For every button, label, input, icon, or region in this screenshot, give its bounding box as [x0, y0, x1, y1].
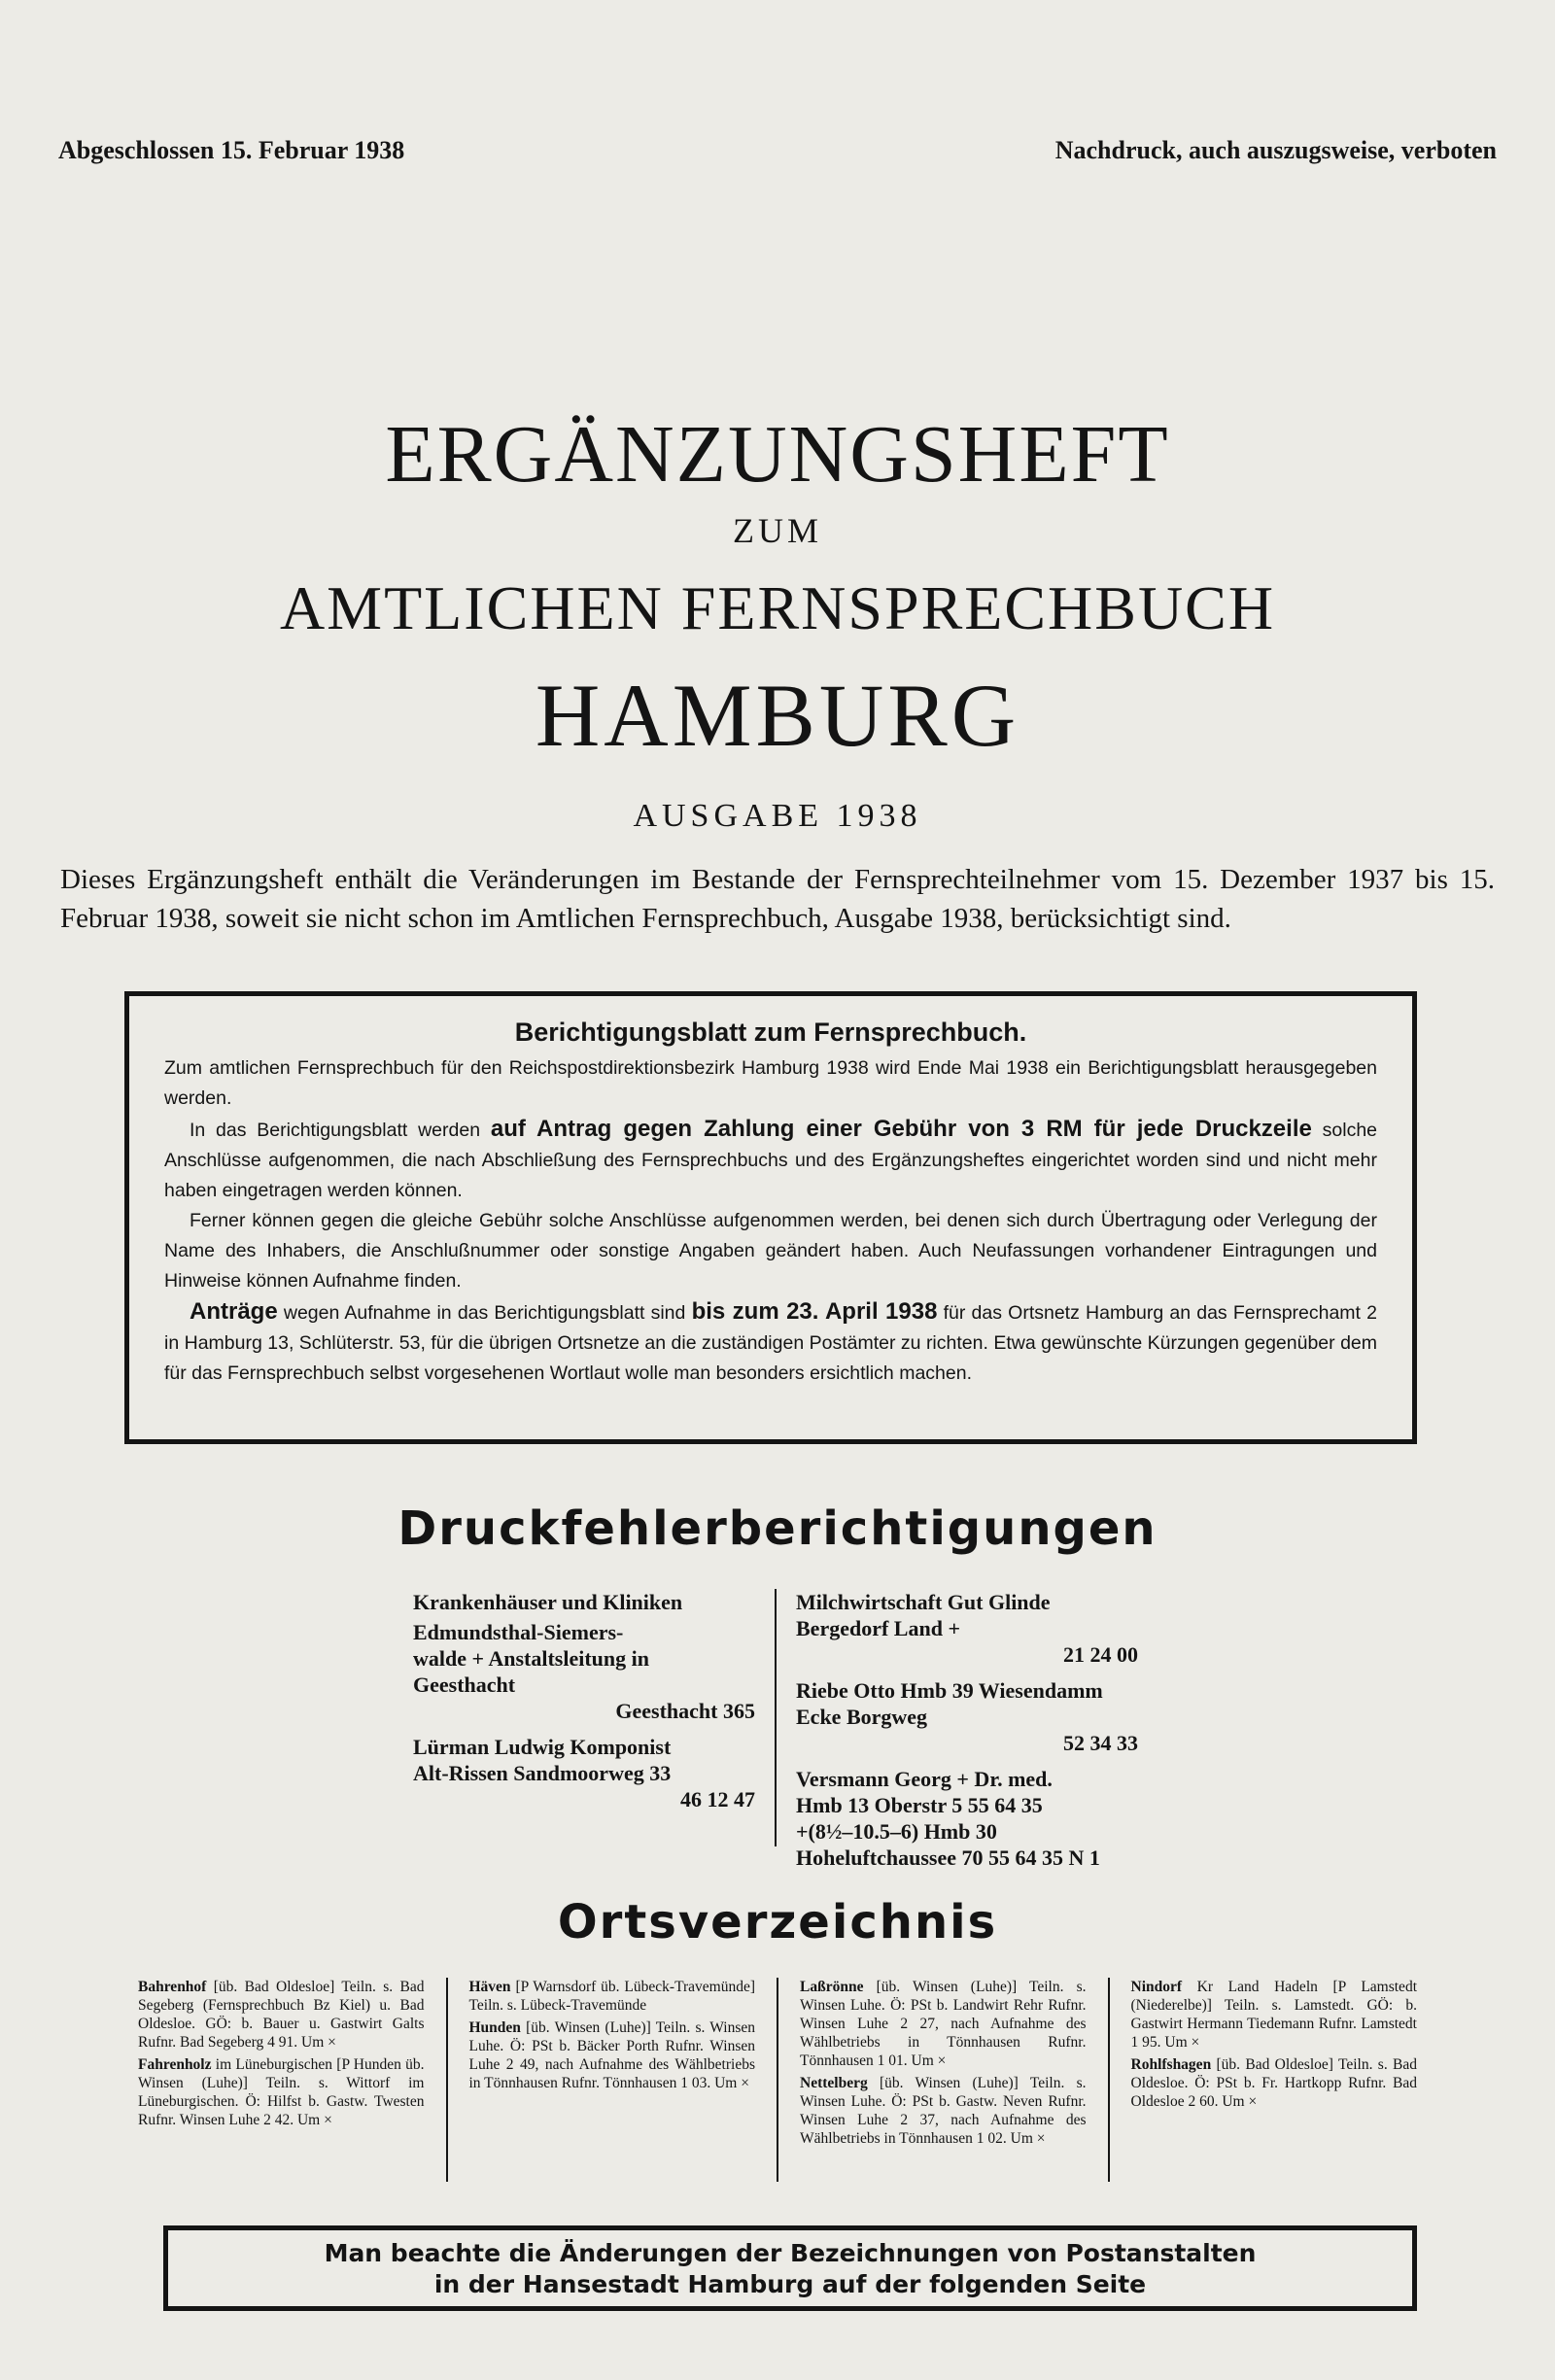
corrections-section [413, 1589, 1142, 1870]
header-line [58, 136, 1497, 165]
footer-line: Man beachte die Änderungen der Bezeichnungen von Postanstalten [324, 2239, 1257, 2267]
place-entry: Nettelberg [üb. Winsen (Luhe)] Teiln. s. Winsen Luhe. Ö: PSt b. Gastw. Neven Rufnr. Winsen Luhe 2 37, nach Aufnahme des Wählbetriebs in Tönnhausen 1 02. Um × [800, 2075, 1087, 2147]
place-entry: Bahrenhof [üb. Bad Oldesloe] Teiln. s. Bad Segeberg (Fernsprechbuch Bz Kiel) u. Bad Oldesloe. GÖ: b. Bauer u. Gastwirt Galts Rufnr. Bad Segeberg 4 91. Um × [138, 1979, 425, 2051]
edition-line: AUSGABE 1938 [633, 798, 922, 834]
notice-paragraph: Anträge wegen Aufnahme in das Berichtigungsblatt sind bis zum 23. April 1938 für das Ortsnetz Hamburg an das Fernsprechamt 2 in Hamburg 13, Schlüterstr. 53, für die übrigen Ortsnetze an die zuständigen Postämter zu richten. Etwa gewünschte Kürzungen gegenüber dem für das Fernsprechbuch selbst vorgesehenen Wortlaut wolle man besonders ersichtlich machen. [164, 1298, 1377, 1384]
intro-paragraph: Dieses Ergänzungsheft enthält die Veränderungen im Bestande der Fernsprechteilnehmer vom 15. Dezember 1937 bis 15. Februar 1938, soweit sie nicht schon im Amtlichen Fernsprechbuch, Ausgabe 1938, berücksichtigt sind. [60, 864, 1495, 934]
places-column [448, 1978, 778, 2187]
places-column [778, 1978, 1108, 2187]
corrections-heading: Druckfehlerberichtigungen [397, 1501, 1158, 1556]
place-entry: Hunden [üb. Winsen (Luhe)] Teiln. s. Winsen Luhe. Ö: PSt b. Bäcker Porth Rufnr. Winsen Luhe 2 49, nach Aufnahme des Wählbetriebs in Tönnhausen Rufnr. Tönnhausen 1 03. Um × [468, 2019, 755, 2091]
title-block [0, 408, 1555, 838]
notice-title: Berichtigungsblatt zum Fernsprechbuch. [514, 1018, 1027, 1047]
correction-entry: Riebe Otto Hmb 39 Wiesendamm Ecke Borgweg 52 34 33 [796, 1678, 1138, 1755]
title-zum: ZUM [733, 511, 822, 550]
notice-box [124, 991, 1417, 1444]
footer-line: in der Hansestadt Hamburg auf der folgenden Seite [433, 2270, 1147, 2298]
category-heading: Krankenhäuser und Kliniken [413, 1590, 683, 1614]
places-column [117, 1978, 446, 2187]
corrections-left-column [413, 1589, 775, 1846]
places-column [1110, 1978, 1439, 2187]
place-entry: Laßrönne [üb. Winsen (Luhe)] Teiln. s. Winsen Luhe. Ö: PSt b. Landwirt Rehr Rufnr. Winsen Luhe 2 27, nach Aufnahme des Wählbetriebs in Tönnhausen Rufnr. Tönnhausen 1 01. Um × [800, 1979, 1087, 2069]
correction-entry: Milchwirtschaft Gut Glinde Bergedorf Land + 21 24 00 [796, 1590, 1138, 1667]
closing-date: Abgeschlossen 15. Februar 1938 [58, 136, 405, 164]
notice-paragraph: In das Berichtigungsblatt werden auf Antrag gegen Zahlung einer Gebühr von 3 RM für jede Druckzeile solche Anschlüsse aufgenommen, die nach Abschließung des Fernsprechbuchs und des Ergänzungsheftes eingerichtet worden sind und nicht mehr haben eingetragen werden können. [164, 1116, 1378, 1201]
place-entry: Rohlfshagen [üb. Bad Oldesloe] Teiln. s. Bad Oldesloe. Ö: PSt b. Fr. Hartkopp Rufnr. Bad Oldesloe 2 60. Um × [1130, 2056, 1417, 2110]
places-heading: Ortsverzeichnis [557, 1895, 998, 1949]
notice-paragraph: Zum amtlichen Fernsprechbuch für den Reichspostdirektionsbezirk Hamburg 1938 wird Ende Mai 1938 ein Berichtigungsblatt herausgegeben werden. [164, 1057, 1377, 1109]
correction-entry: Lürman Ludwig Komponist Alt-Rissen Sandmoorweg 33 46 12 47 [413, 1735, 755, 1811]
notice-paragraph: Ferner können gegen die gleiche Gebühr solche Anschlüsse aufgenommen werden, bei denen sich durch Übertragung oder Verlegung der Name des Inhabers, die Anschlußnummer oder sonstige Angaben geändert haben. Auch Neufassungen vorhandener Eintragungen und Hinweise können Aufnahme finden. [164, 1210, 1377, 1292]
correction-entry: Edmundsthal-Siemers- walde + Anstaltsleitung in Geesthacht Geesthacht 365 [413, 1620, 755, 1723]
main-title: ERGÄNZUNGSHEFT [385, 409, 1170, 500]
correction-entry: Versmann Georg + Dr. med. Hmb 13 Oberstr 5 55 64 35 +(8½–10.5–6) Hmb 30 Hoheluftchaussee 70 55 64 35 N 1 [796, 1767, 1100, 1870]
corrections-right-column [777, 1589, 1138, 1870]
places-section [117, 1978, 1438, 2187]
title-amtlich: AMTLICHEN FERNSPRECHBUCH [279, 573, 1276, 642]
footer-notice [163, 2225, 1417, 2311]
title-city: HAMBURG [535, 666, 1020, 765]
place-entry: Fahrenholz im Lüneburgischen [P Hunden üb. Winsen (Luhe)] Teiln. s. Wittorf im Lüneburgischen. Ö: Hilfst b. Gastw. Twesten Rufnr. Winsen Luhe 2 42. Um × [138, 2056, 425, 2128]
place-entry: Häven [P Warnsdorf üb. Lübeck-Travemünde] Teiln. s. Lübeck-Travemünde [468, 1979, 756, 2014]
place-entry: Nindorf Kr Land Hadeln [P Lamstedt (Niederelbe)] Teiln. s. Lamstedt. GÖ: b. Gastwirt Hermann Tiedemann Rufnr. Lamstedt 1 95. Um × [1130, 1979, 1417, 2051]
reprint-notice: Nachdruck, auch auszugsweise, verboten [1054, 136, 1497, 164]
